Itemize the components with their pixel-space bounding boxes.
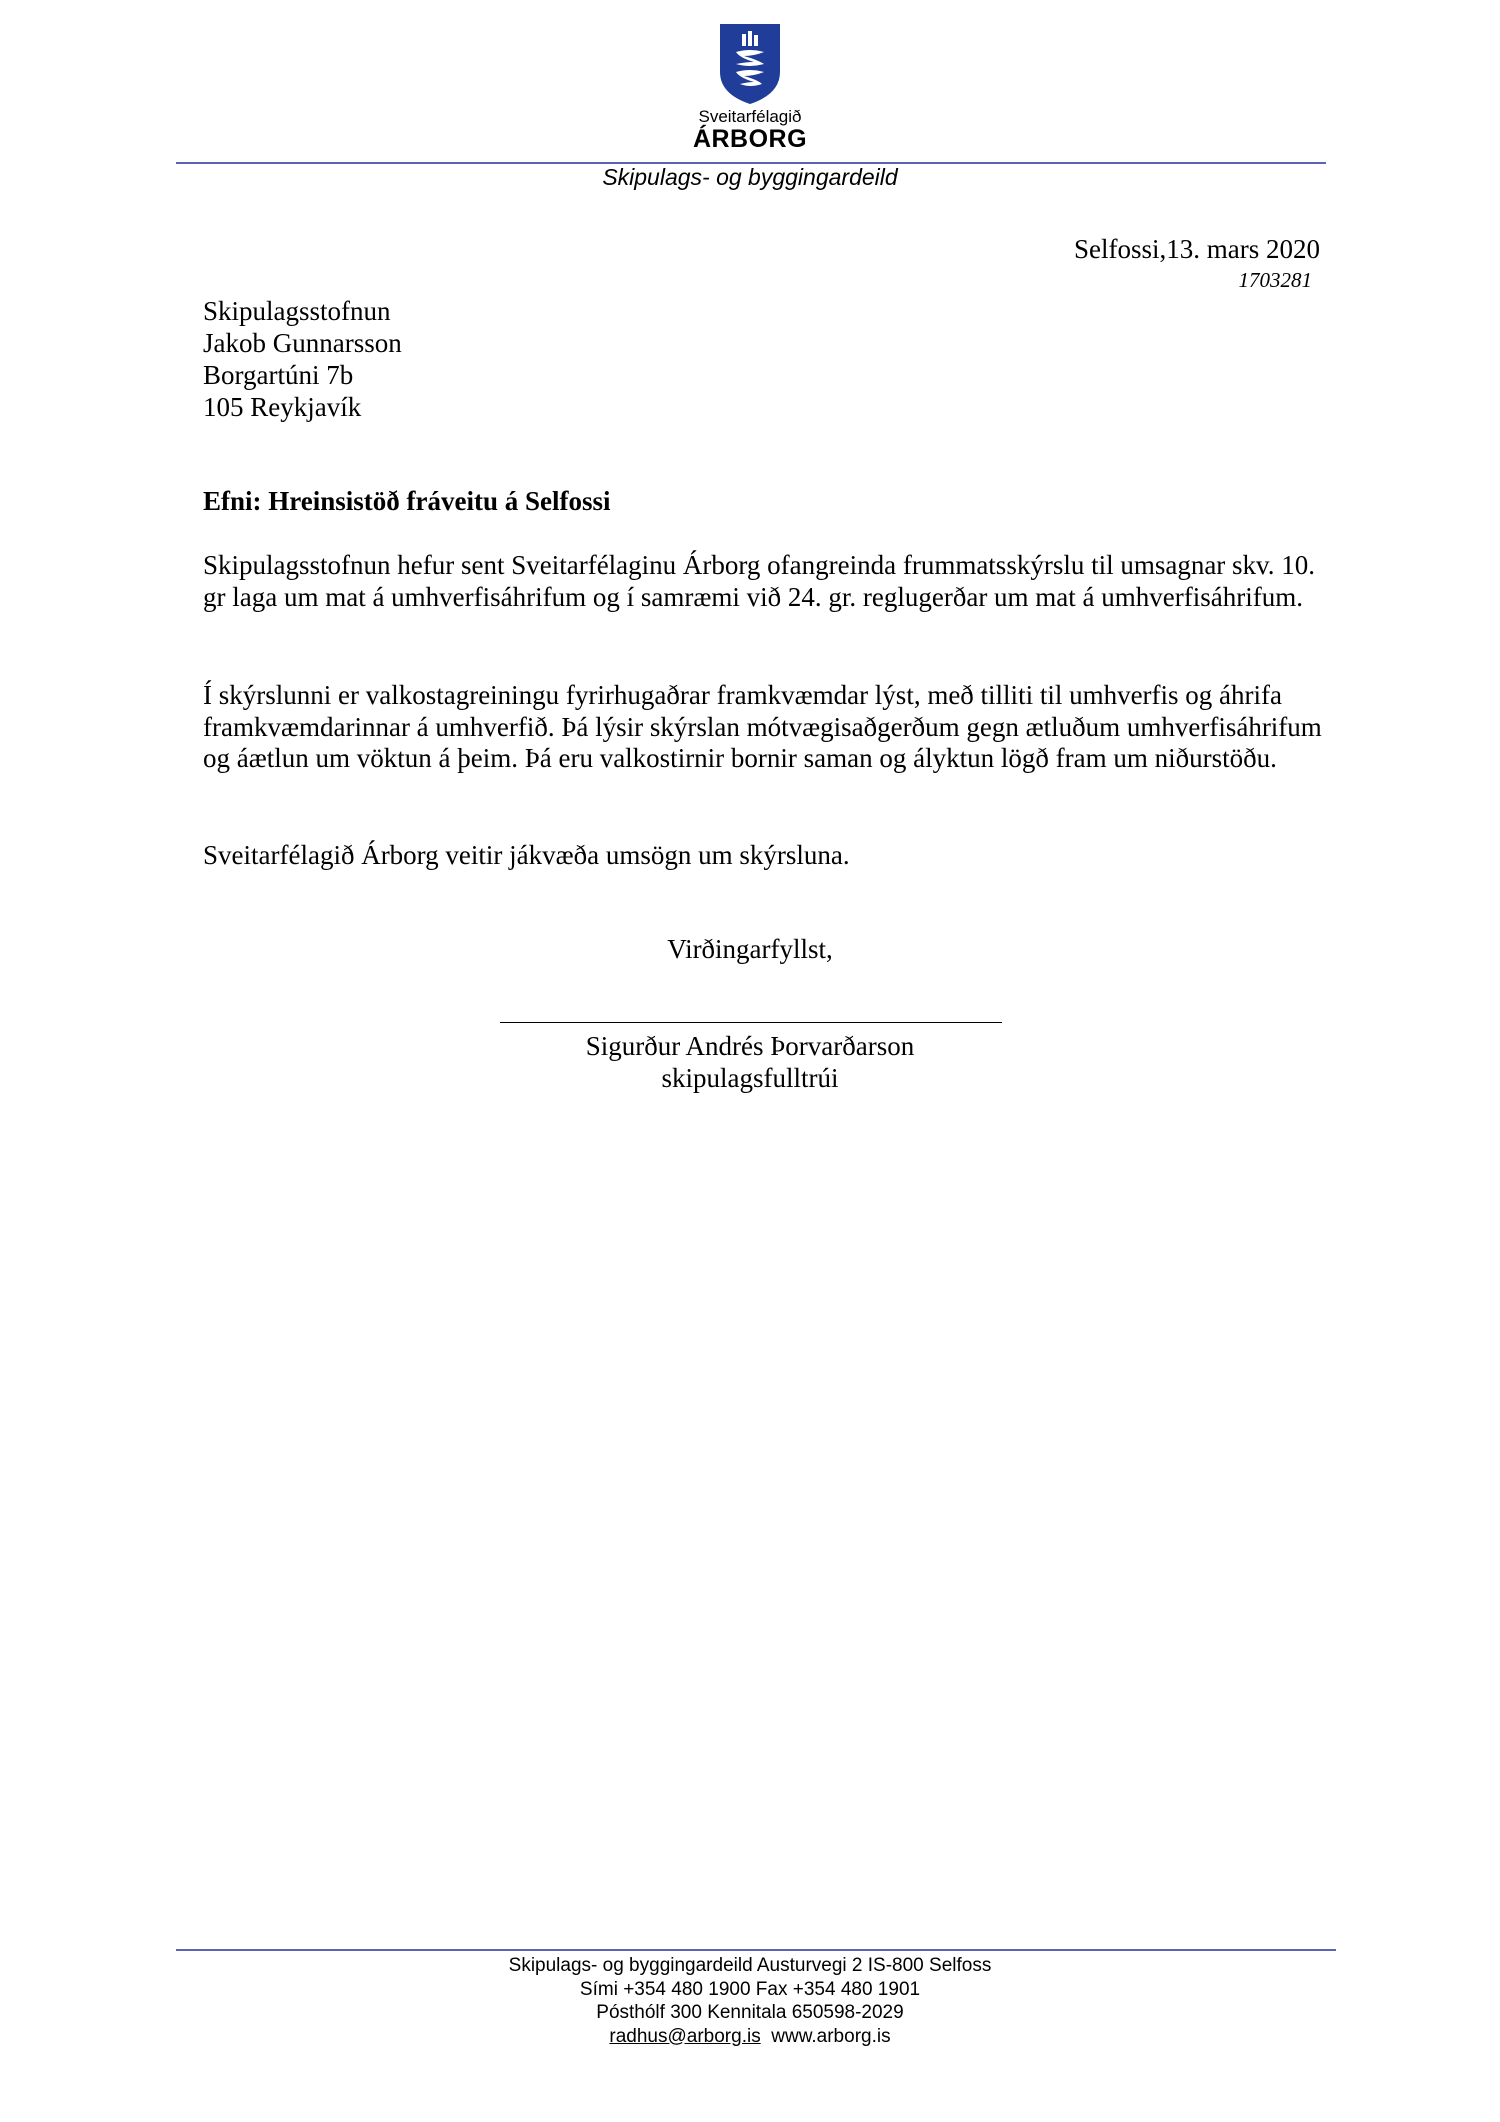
signature-block: [0, 1030, 1500, 1094]
footer-divider: [176, 1949, 1336, 1951]
department-title: Skipulags- og byggingardeild: [602, 164, 898, 190]
arborg-logo: [690, 22, 810, 152]
recipient-city: 105 Reykjavík: [203, 392, 362, 422]
body-paragraph-1: Skipulagsstofnun hefur sent Sveitarfélaginu Árborg ofangreinda frummatsskýrslu til umsagnar skv. 10. gr laga um mat á umhverfisáhrifum og í samræmi við 24. gr. reglugerðar um mat á umhverfisáhrifum.: [203, 550, 1316, 612]
footer-contact: [0, 2025, 1500, 2049]
signature-line: [500, 1022, 1002, 1023]
recipient-address: [203, 295, 402, 423]
footer-pobox: Pósthólf 300 Kennitala 650598-2029: [596, 2002, 904, 2023]
letter-subject: Efni: Hreinsistöð fráveitu á Selfossi: [203, 486, 611, 516]
logo-text-bottom: ÁRBORG: [692, 125, 808, 153]
closing-salutation: Virðingarfyllst,: [667, 934, 833, 964]
footer-phone-fax: Sími +354 480 1900 Fax +354 480 1901: [579, 1978, 921, 2000]
logo-text-top: Sveitarfélagið: [698, 107, 802, 126]
body-paragraph-3: Sveitarfélagið Árborg veitir jákvæða umsögn um skýrsluna.: [203, 840, 850, 870]
recipient-organization: Skipulagsstofnun: [203, 296, 391, 326]
signer-title: skipulagsfulltrúi: [661, 1063, 839, 1093]
shield-icon: [718, 22, 782, 106]
footer-website: www.arborg.is: [771, 2025, 891, 2047]
letter-date: Selfossi,13. mars 2020: [1074, 234, 1320, 264]
signer-name: Sigurður Andrés Þorvarðarson: [585, 1031, 915, 1061]
body-paragraph-2: Í skýrslunni er valkostagreiningu fyrirhugaðrar framkvæmdar lýst, með tilliti til umhverfis og áhrifa framkvæmdarinnar á umhverfið. Þá lýsir skýrslan mótvægisaðgerðum gegn ætluðum umhverfisáhrifum og áætlun um vöktun á þeim. Þá eru valkostirnir bornir saman og ályktun lögð fram um niðurstöðu.: [203, 680, 1322, 773]
recipient-name: Jakob Gunnarsson: [203, 328, 402, 358]
reference-number: 1703281: [1238, 268, 1312, 292]
recipient-street: Borgartúni 7b: [203, 360, 354, 390]
footer-email-link[interactable]: radhus@arborg.is: [609, 2025, 761, 2047]
footer: [0, 1954, 1500, 2048]
footer-address: Skipulags- og byggingardeild Austurvegi 2 IS-800 Selfoss: [508, 1955, 992, 1976]
